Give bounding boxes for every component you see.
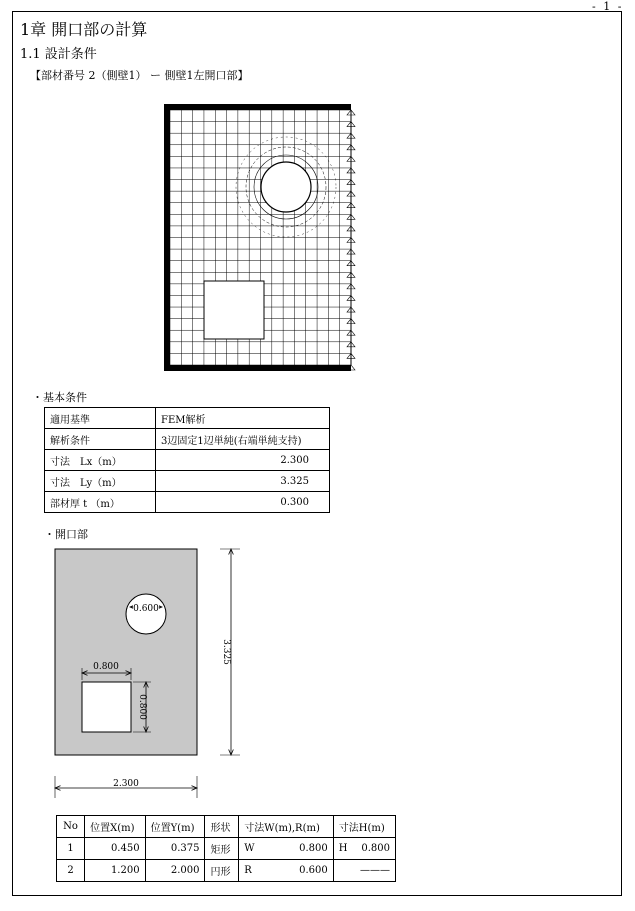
- cond-label: 寸法 Lx（m）: [45, 450, 156, 471]
- section-title: 1.1 設計条件: [20, 47, 97, 62]
- col-header: 寸法H(m): [333, 816, 395, 838]
- cell-y: 2.000: [145, 860, 205, 882]
- col-header: 寸法W(m),R(m): [239, 816, 333, 838]
- cond-value: 2.300: [156, 450, 330, 471]
- table-header-row: [57, 816, 396, 838]
- dim-letter: W: [244, 843, 255, 854]
- cond-label: 解析条件: [45, 429, 156, 450]
- fixed-edge-top: [164, 104, 351, 110]
- dim-letter: R: [244, 865, 252, 876]
- cell-y: 0.375: [145, 838, 205, 860]
- dim-value: 0.800: [299, 843, 328, 854]
- col-header: 位置Y(m): [145, 816, 205, 838]
- page-number: - 1 -: [592, 0, 624, 13]
- opening-layout-figure: [40, 540, 260, 805]
- cell-dim: [239, 860, 333, 882]
- col-header: 位置X(m): [85, 816, 145, 838]
- rect-opening: [82, 682, 131, 732]
- cell-h: [333, 838, 395, 860]
- cond-value: FEM解析: [156, 408, 330, 429]
- member-title: 【部材番号 2（側壁1） ー 側壁1左開口部】: [30, 69, 249, 82]
- cell-no: 2: [57, 860, 85, 882]
- cell-h: [333, 860, 395, 882]
- basic-conditions-table: [44, 407, 330, 513]
- panel-width-label: 2.300: [113, 779, 139, 789]
- openings-table: [56, 815, 396, 882]
- dim-value: 0.600: [299, 865, 328, 876]
- fixed-edge-left: [164, 104, 170, 371]
- basic-conditions-heading: ・基本条件: [32, 391, 87, 404]
- cell-no: 1: [57, 838, 85, 860]
- h-value: 0.800: [361, 843, 390, 854]
- panel-height-label: 3.325: [221, 639, 231, 665]
- col-header: 形状: [205, 816, 239, 838]
- h-value: ———: [360, 865, 390, 876]
- cond-label: 適用基準: [45, 408, 156, 429]
- rect-opening-mesh: [204, 281, 264, 339]
- col-header: No: [57, 816, 85, 838]
- table-row: [45, 471, 330, 492]
- cond-value: 0.300: [156, 492, 330, 513]
- rect-width-label: 0.800: [93, 662, 119, 672]
- cond-value: 3.325: [156, 471, 330, 492]
- rect-height-label: 0.800: [137, 694, 147, 720]
- circle-opening: [126, 594, 166, 634]
- table-row: [57, 860, 396, 882]
- cell-dim: [239, 838, 333, 860]
- table-row: [57, 838, 396, 860]
- cond-value: 3辺固定1辺単純(右端単純支持): [156, 429, 330, 450]
- cell-shape: 矩形: [205, 838, 239, 860]
- table-row: [45, 450, 330, 471]
- cond-label: 寸法 Ly（m）: [45, 471, 156, 492]
- h-letter: H: [338, 843, 348, 854]
- table-row: [45, 408, 330, 429]
- openings-heading: ・開口部: [44, 528, 88, 541]
- cell-x: 1.200: [85, 860, 145, 882]
- table-row: [45, 492, 330, 513]
- cell-x: 0.450: [85, 838, 145, 860]
- fixed-edge-bottom: [164, 365, 351, 371]
- chapter-title: 1章 開口部の計算: [20, 20, 148, 39]
- table-row: [45, 429, 330, 450]
- circle-diameter-label: 0.600: [133, 604, 159, 614]
- fem-mesh-figure: [160, 100, 360, 375]
- circle-opening-mesh: [261, 162, 311, 212]
- cell-shape: 円形: [205, 860, 239, 882]
- cond-label: 部材厚 t （m）: [45, 492, 156, 513]
